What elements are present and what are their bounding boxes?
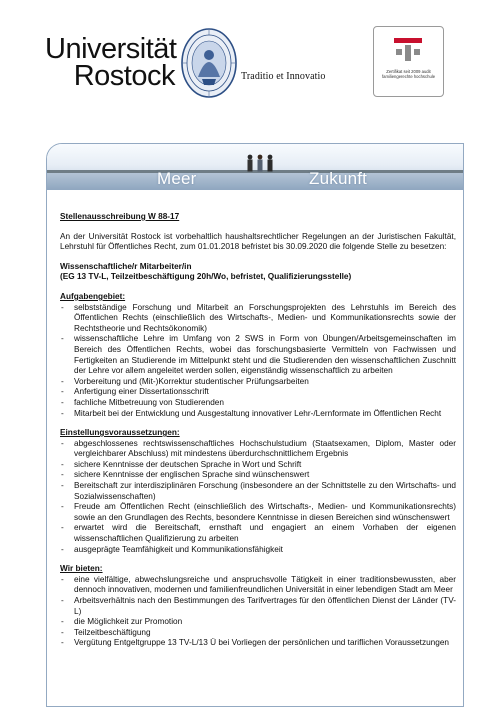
banner-word-right: Zukunft — [309, 169, 368, 188]
list-item: - fachliche Mitbetreuung von Studierenden — [60, 398, 456, 409]
list-item: - sichere Kenntnisse der englischen Sprache sind wünschenswert — [60, 470, 456, 481]
section-tasks — [60, 292, 456, 419]
list-item: - erwartet wird die Bereitschaft, ernsthaft und engagiert an einem Vorhaben der eigenen wissenschaftlichen Qualifizierung zu arbeiten — [60, 523, 456, 544]
family-audit-logo-icon — [392, 35, 424, 65]
list-item: - ausgeprägte Teamfähigkeit und Kommunikationsfähigkeit — [60, 545, 456, 556]
list-item: - wissenschaftliche Lehre im Umfang von 2 SWS in Form von Übungen/Arbeitsgemeinschaften im Bereich des Öffentlichen Rechts, wobei das forschungsbasierte Vermitteln von Fachwissen und Fertigkeiten an Studierende im Mittelpunkt steht und die Studierenden den wissenschaftlichen Zuschnitt der Lehre vor allem angeleitet werden sollen, eigenständig wissenschaftlich zu arbeiten — [60, 334, 456, 376]
people-photo-icon — [243, 153, 279, 175]
list-item: - Teilzeitbeschäftigung — [60, 628, 456, 639]
section-heading: Einstellungsvoraussetzungen: — [60, 428, 180, 438]
posting-frame — [46, 143, 464, 707]
posting-intro: An der Universität Rostock ist vorbehaltlich haushaltsrechtlicher Regelungen an der Juristischen Fakultät, Lehrstuhl für Öffentliches Recht, zum 01.01.2018 befristet bis 30.09.2020 die folgende Stelle zu besetzen: — [60, 231, 456, 252]
position-title: Wissenschaftliche/r Mitarbeiter/in — [60, 261, 192, 271]
section-requirements — [60, 428, 456, 555]
list-item: - Bereitschaft zur interdisziplinären Forschung (insbesondere an der Schnittstelle zu den Wirtschafts- und Sozialwissenschaften) — [60, 481, 456, 502]
list-item: - sichere Kenntnisse der deutschen Sprache in Wort und Schrift — [60, 460, 456, 471]
section-heading: Aufgabengebiet: — [60, 291, 126, 301]
list-item: - Arbeitsverhältnis nach den Bestimmungen des Tarifvertrages für den öffentlichen Dienst der Länder (TV-L) — [60, 596, 456, 617]
posting-body — [60, 212, 456, 649]
section-heading: Wir bieten: — [60, 564, 103, 574]
university-motto: Traditio et Innovatio — [241, 71, 326, 82]
list-item: - Vorbereitung und (Mit-)Korrektur studentischer Prüfungsarbeiten — [60, 377, 456, 388]
section-offer — [60, 564, 456, 649]
banner-word-left: Meer — [157, 169, 197, 188]
list-item: - selbstständige Forschung und Mitarbeit an Forschungsprojekten des Lehrstuhls im Bereich des Öffentlichen Rechts (einschließlich des Wirtschafts-, Medien- und Kommunikationsrechts sowie der Rechtstheorie und Rechtsökonomik) — [60, 303, 456, 335]
requirement-list — [60, 439, 456, 556]
list-item: - Anfertigung einer Dissertationsschrift — [60, 387, 456, 398]
university-name-line2: Rostock — [73, 60, 175, 92]
position-details: (EG 13 TV-L, Teilzeitbeschäftigung 20h/Wo, befristet, Qualifizierungsstelle) — [60, 272, 352, 282]
list-item: - Freude am Öffentlichen Recht (einschließlich des Wirtschafts-, Medien- und Kommunikationsrechts) sowie an den Grundlagen des Rechts, besondere Kenntnisse in diesen Bereichen sind wünschenswert — [60, 502, 456, 523]
posting-title: Stellenausschreibung W 88-17 — [60, 212, 180, 221]
list-item: - Vergütung Entgeltgruppe 13 TV-L/13 Ü bei Vorliegen der persönlichen und tariflichen Voraussetzungen — [60, 638, 456, 649]
meer-zukunft-banner — [47, 144, 463, 190]
task-list — [60, 303, 456, 420]
university-name-line1: Universität — [45, 33, 177, 65]
list-item: - eine vielfältige, abwechslungsreiche und anspruchsvolle Tätigkeit in einer traditionsbewussten, aber dennoch innovativen, modernen und familienfreundlichen Universität in einer lebendigen Stadt am Meer — [60, 575, 456, 596]
university-wordmark — [45, 35, 175, 91]
offer-list — [60, 575, 456, 649]
list-item: - die Möglichkeit zur Promotion — [60, 617, 456, 628]
certificate-text: Zertifikat seit 2009 audit familiengerechte hochschule — [381, 69, 436, 79]
list-item: - abgeschlossenes rechtswissenschaftliches Hochschulstudium (Staatsexamen, Diplom, Master oder vergleichbarer Abschluss) mit mindestens überdurchschnittlichem Ergebnis — [60, 439, 456, 460]
certificate-badge — [373, 26, 444, 97]
list-item: - Mitarbeit bei der Entwicklung und Ausgestaltung innovativer Lehr-/Lernformate im Öffentlichen Recht — [60, 409, 456, 420]
letterhead — [0, 0, 500, 130]
university-seal-icon — [180, 27, 238, 99]
